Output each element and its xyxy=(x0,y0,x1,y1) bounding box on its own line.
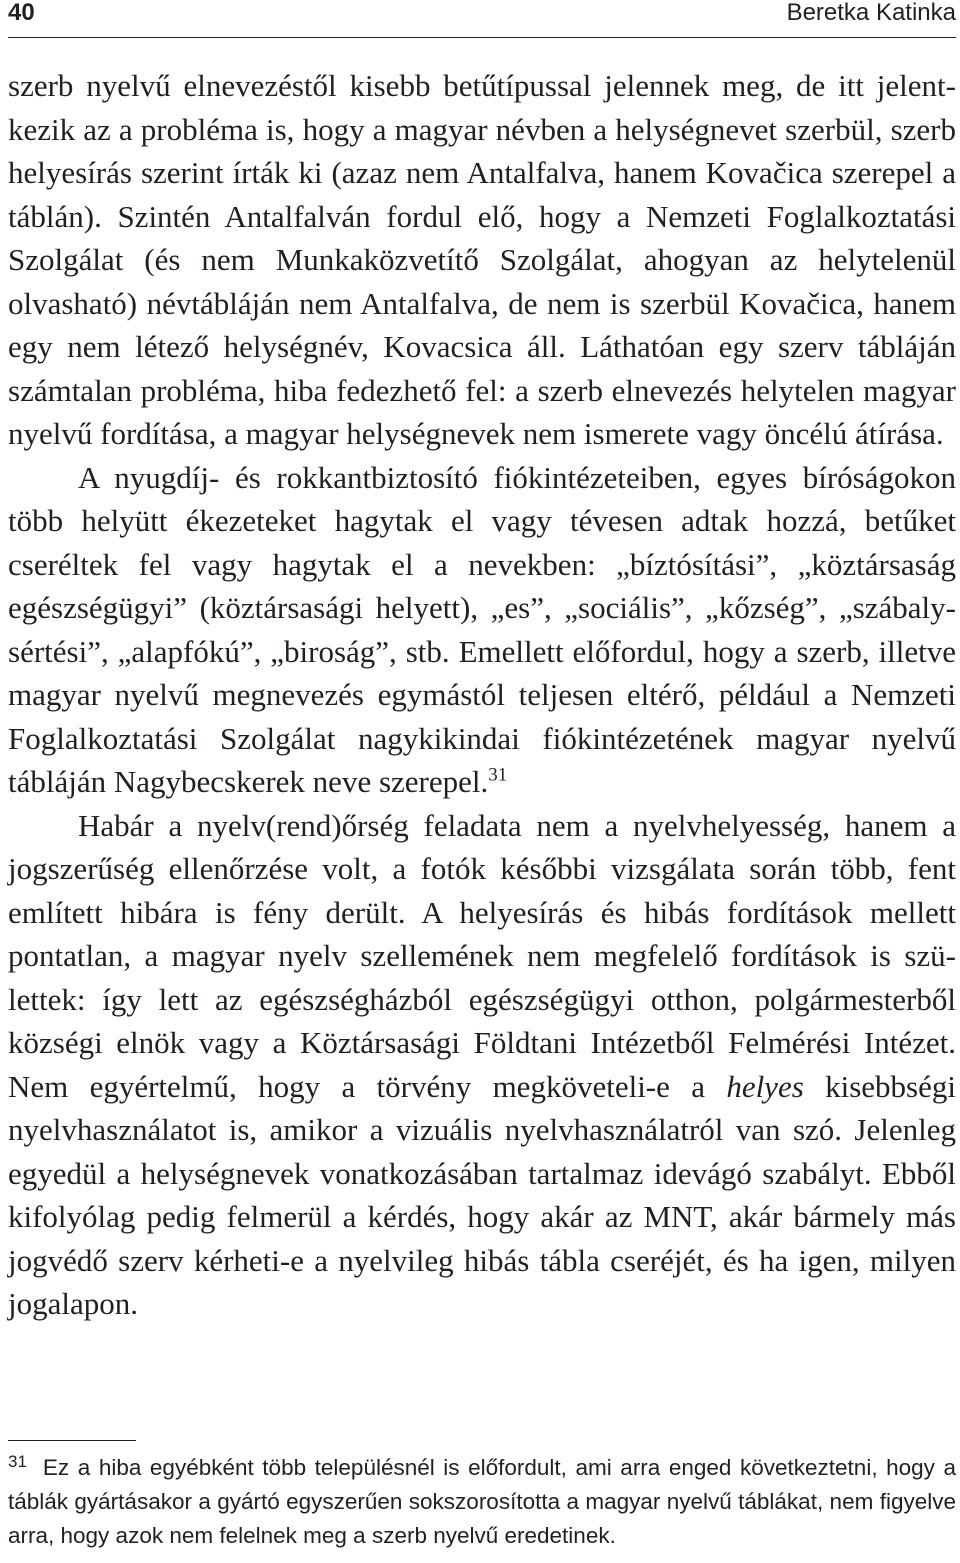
running-author: Beretka Katinka xyxy=(786,0,956,26)
footnote-reference[interactable]: 31 xyxy=(488,764,508,786)
paragraph-3-text-b: kisebbségi nyelvhasználatot is, amikor a vizuális nyelvhasználatról van szó. Jelenleg egyedül a helységnevek vonatkozásában tartalmaz idevágó szabályt. Ebből kifolyólag pedig felmerül a kérdés, hogy akár az MNT, akár bármely más jogvédő szerv kérheti-e a nyelvileg hibás tábla cseréjét, és ha igen, milyen jogalapon. xyxy=(8,1068,956,1321)
paragraph-3 xyxy=(8,804,956,1326)
footnote-rule xyxy=(8,1440,136,1441)
header-rule xyxy=(8,37,956,38)
paragraph-2-text: A nyugdíj- és rokkantbiztosító fiókintézeteiben, egyes bíróságokon több helyütt ékezeteket hagytak el vagy tévesen adtak hozzá, betűket cseréltek fel vagy hagytak el a nevekben: „bíztósítási”, „köztársaság egészségügyi” (köztársasági helyett), „es”, „sociális”, „kőzség”, „szábalysértési”, „alapfókú”, „biroság”, stb. Emellett előfordul, hogy a szerb, illetve magyar nyelvű megnevezés egymástól teljesen eltérő, például a Nemzeti Foglalkoztatási Szolgálat nagykikindai fiókintézetének magyar nyelvű tábláján Nagybecskerek neve szerepel. xyxy=(8,459,956,799)
paragraph-3-text-a: Habár a nyelv(rend)őrség feladata nem a nyelvhelyesség, hanem a jogszerűség ellenőrzése volt, a fotók későbbi vizsgálata során több, fent említett hibára is fény derült. A helyesírás és hibás fordítások mellett pontatlan, a magyar nyelv szellemének nem megfelelő fordítások is születtek: így lett az egészségházból egészségügyi otthon, polgármesterből községi elnök vagy a Köztársasági Földtani Intézetből Felmérési Intézet. Nem egyértelmű, hogy a törvény megköveteli-e a xyxy=(8,807,956,1104)
body-text xyxy=(8,64,956,1326)
emphasis-helyes: helyes xyxy=(726,1068,804,1104)
footnote xyxy=(8,1451,956,1553)
paragraph-2 xyxy=(8,456,956,804)
running-header xyxy=(8,0,956,30)
paragraph-1 xyxy=(8,64,956,456)
footnote-text: Ez a hiba egyébként több településnél is előfordult, ami arra enged következtetni, hogy a táblák gyártásakor a gyártó egyszerűen sokszorosította a magyar nyelvű táblákat, nem figyelve arra, hogy azok nem felelnek meg a szerb nyelvű eredetinek. xyxy=(8,1455,956,1548)
footnote-number: 31 xyxy=(8,1451,27,1471)
paragraph-1-text: szerb nyelvű elnevezéstől kisebb betűtípussal jelennek meg, de itt jelentkezik az a probléma is, hogy a magyar névben a helységnevet szerbül, szerb helyesírás szerint írták ki (azaz nem Antalfalva, hanem Kovačica szerepel a táblán). Szintén Antalfalván fordul elő, hogy a Nemzeti Foglalkoztatási Szolgálat (és nem Munkaközvetítő Szolgálat, ahogyan az helytelenül olvasható) névtábláján nem Antalfalva, de nem is szerbül Kovačica, hanem egy nem létező helységnév, Kovacsica áll. Láthatóan egy szerv tábláján számtalan probléma, hiba fedezhető fel: a szerb elnevezés helytelen magyar nyelvű fordítása, a magyar helységnevek nem ismerete vagy öncélú átírása. xyxy=(8,68,956,451)
page-number: 40 xyxy=(8,0,35,26)
